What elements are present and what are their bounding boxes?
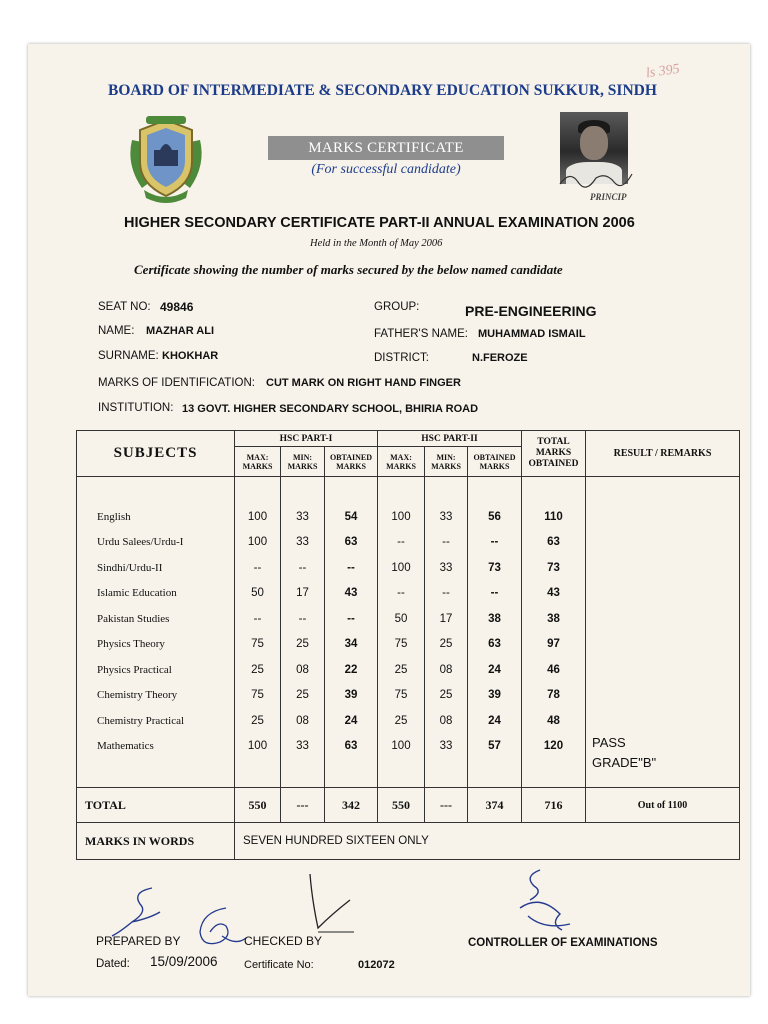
p2-min-cell: 17 [439,612,453,625]
p2-max-column [378,477,425,788]
p1-min-cell: 17 [296,587,309,599]
checker-signature-icon [192,902,262,958]
p2-min-cell: -- [442,587,450,599]
subjects-header: SUBJECTS [77,431,235,477]
subject-name: Islamic Education [97,587,177,599]
p2-min-cell: 08 [439,714,453,727]
total-p1-obtained: 342 [325,788,378,823]
p1-min-header: MIN: MARKS [281,447,325,477]
total-cell: 78 [547,689,560,701]
p1-obtained-cell: 24 [344,714,358,727]
surname-label: SURNAME: [98,350,159,362]
subject-name: Mathematics [97,740,154,752]
certificate-no-label: Certificate No: [244,959,314,971]
subjects-column [77,477,235,788]
result-header: RESULT / REMARKS [586,431,740,477]
marks-in-words-label: MARKS IN WORDS [77,823,235,860]
p1-max-cell: 100 [247,536,268,548]
result-column [586,477,740,788]
subject-name: Pakistan Studies [97,612,170,625]
dated-value: 15/09/2006 [150,954,218,969]
p2-obtained-cell: 38 [488,612,501,625]
certificate-title: MARKS CERTIFICATE [268,136,504,160]
p1-max-cell: -- [253,612,262,625]
total-cell: 48 [547,714,560,727]
father-name-value: MUHAMMAD ISMAIL [478,328,586,340]
hsc-part2-header: HSC PART-II [378,431,522,447]
prepared-by-label: PREPARED BY [96,934,181,948]
certificate-subtitle: (For successful candidate) [311,162,461,177]
institution-value: 13 GOVT. HIGHER SECONDARY SCHOOL, BHIRIA ROAD [182,403,479,415]
controller-label: CONTROLLER OF EXAMINATIONS [468,937,658,949]
p1-min-cell: 33 [296,536,309,548]
p1-max-cell: -- [253,561,262,574]
total-cell: 120 [543,740,564,752]
p1-min-cell: 33 [296,740,309,752]
seat-value: 49846 [160,300,194,314]
p1-obtained-cell: 54 [344,510,358,523]
exam-title: HIGHER SECONDARY CERTIFICATE PART-II ANNUAL EXAMINATION 2006 [124,215,635,231]
p1-obtained-header: OBTAINED MARKS [325,447,378,477]
p1-min-cell: 25 [296,689,309,701]
certificate-statement: Certificate showing the number of marks secured by the below named candidate [134,262,563,277]
board-name: BOARD OF INTERMEDIATE & SECONDARY EDUCATION SUKKUR, SINDH [108,82,657,99]
p2-max-cell: 100 [391,740,411,752]
father-name-label: FATHER'S NAME: [374,328,468,340]
p2-max-cell: -- [397,587,405,599]
subject-name: Physics Practical [97,663,172,676]
identification-label: MARKS OF IDENTIFICATION: [98,377,255,389]
district-value: N.FEROZE [472,352,528,364]
p1-obtained-cell: 43 [344,587,358,599]
p1-max-cell: 75 [251,689,264,701]
hsc-part1-header: HSC PART-I [235,431,378,447]
total-cell: 46 [547,663,560,676]
p2-obtained-cell: 56 [488,510,501,523]
identification-value: CUT MARK ON RIGHT HAND FINGER [266,377,461,389]
p2-obtained-cell: 57 [488,740,501,752]
p2-obtained-header: OBTAINED MARKS [468,447,522,477]
subject-name: Sindhi/Urdu-II [97,561,163,574]
p1-obtained-cell: 63 [344,740,358,752]
p1-obtained-cell: 39 [344,689,358,701]
p2-min-cell: 33 [439,740,453,752]
total-cell: 97 [547,638,560,650]
p1-max-cell: 25 [251,663,264,676]
p1-max-cell: 50 [251,587,264,599]
p2-obtained-cell: 63 [488,638,501,650]
p2-obtained-column [468,477,522,788]
p1-obtained-cell: -- [347,561,355,574]
p1-min-cell: 08 [296,663,309,676]
seat-label: SEAT NO: [98,301,151,313]
district-label: DISTRICT: [374,352,429,364]
p1-obtained-cell: -- [347,612,355,625]
total-cell: 43 [547,587,560,599]
p2-max-cell: 100 [391,510,411,523]
p2-min-header: MIN: MARKS [425,447,468,477]
p2-max-cell: 75 [394,638,408,650]
total-cell: 73 [547,561,560,574]
p1-obtained-cell: 34 [344,638,358,650]
total-obtained-column [522,477,586,788]
p2-max-cell: 50 [394,612,408,625]
total-p1-max: 550 [235,788,281,823]
p2-min-cell: 08 [439,663,453,676]
p2-min-cell: -- [442,536,450,548]
p1-min-cell: -- [298,612,307,625]
marks-certificate [28,44,750,996]
subject-name: Chemistry Theory [97,689,178,701]
p2-obtained-cell: -- [490,536,499,548]
p1-min-cell: 33 [296,510,309,523]
p1-min-cell: 08 [296,714,309,727]
surname-value: KHOKHAR [162,350,219,362]
subject-name: Urdu Salees/Urdu-I [97,536,184,548]
preparer-signature-icon [102,882,182,942]
corner-note: ls 395 [645,61,681,82]
p2-max-header: MAX: MARKS [378,447,425,477]
p1-obtained-cell: 63 [344,536,358,548]
p1-max-cell: 25 [251,714,264,727]
total-p2-min: --- [425,788,468,823]
controller-signature-icon [510,864,580,944]
p2-min-column [425,477,468,788]
grand-total-remarks: Out of 1100 [586,788,740,823]
checked-by-label: CHECKED BY [244,934,323,948]
board-emblem-icon [122,110,210,208]
p1-obtained-column [325,477,378,788]
total-cell: 110 [544,510,563,523]
p2-obtained-cell: 24 [488,714,501,727]
p2-max-cell: -- [397,536,405,548]
marks-table [76,430,740,860]
p2-min-cell: 25 [439,638,453,650]
group-value: PRE-ENGINEERING [465,303,597,319]
exam-held: Held in the Month of May 2006 [310,238,443,249]
p1-min-cell: 25 [296,638,309,650]
subject-name: Chemistry Practical [97,714,185,727]
p1-max-column [235,477,281,788]
total-p2-max: 550 [378,788,425,823]
p2-max-cell: 25 [394,663,408,676]
principal-signature-icon [556,164,636,194]
total-marks-header: TOTAL MARKS OBTAINED [522,431,586,477]
principal-stamp: PRINCIP [590,192,627,202]
total-cell: 63 [547,536,560,548]
result-pass: PASS [592,735,626,750]
p2-obtained-cell: -- [490,587,499,599]
p1-min-cell: -- [298,561,307,574]
p1-min-column [281,477,325,788]
grand-total: 716 [522,788,586,823]
p1-max-header: MAX: MARKS [235,447,281,477]
p2-max-cell: 25 [394,714,408,727]
marks-in-words-value: SEVEN HUNDRED SIXTEEN ONLY [235,823,740,860]
total-p1-min: --- [281,788,325,823]
p2-min-cell: 25 [439,689,453,701]
subject-name: English [97,510,131,523]
dated-label: Dated: [96,958,130,970]
p2-obtained-cell: 73 [488,561,501,574]
result-grade: GRADE"B" [592,755,657,770]
name-value: MAZHAR ALI [146,325,215,337]
p2-max-cell: 100 [391,561,411,574]
p2-obtained-cell: 24 [488,663,501,676]
p2-obtained-cell: 39 [488,689,501,701]
p1-max-cell: 100 [247,740,268,752]
p2-min-cell: 33 [439,510,453,523]
total-cell: 38 [547,612,560,625]
checker-tick-icon [298,870,358,940]
p1-max-cell: 100 [247,510,268,523]
total-label: TOTAL [77,788,235,823]
p2-min-cell: 33 [439,561,453,574]
total-p2-obtained: 374 [468,788,522,823]
p1-obtained-cell: 22 [344,663,358,676]
certificate-no-value: 012072 [358,959,395,971]
group-label: GROUP: [374,301,420,313]
p1-max-cell: 75 [251,638,264,650]
name-label: NAME: [98,325,135,337]
subject-name: Physics Theory [97,638,165,650]
p2-max-cell: 75 [394,689,408,701]
institution-label: INSTITUTION: [98,402,174,414]
